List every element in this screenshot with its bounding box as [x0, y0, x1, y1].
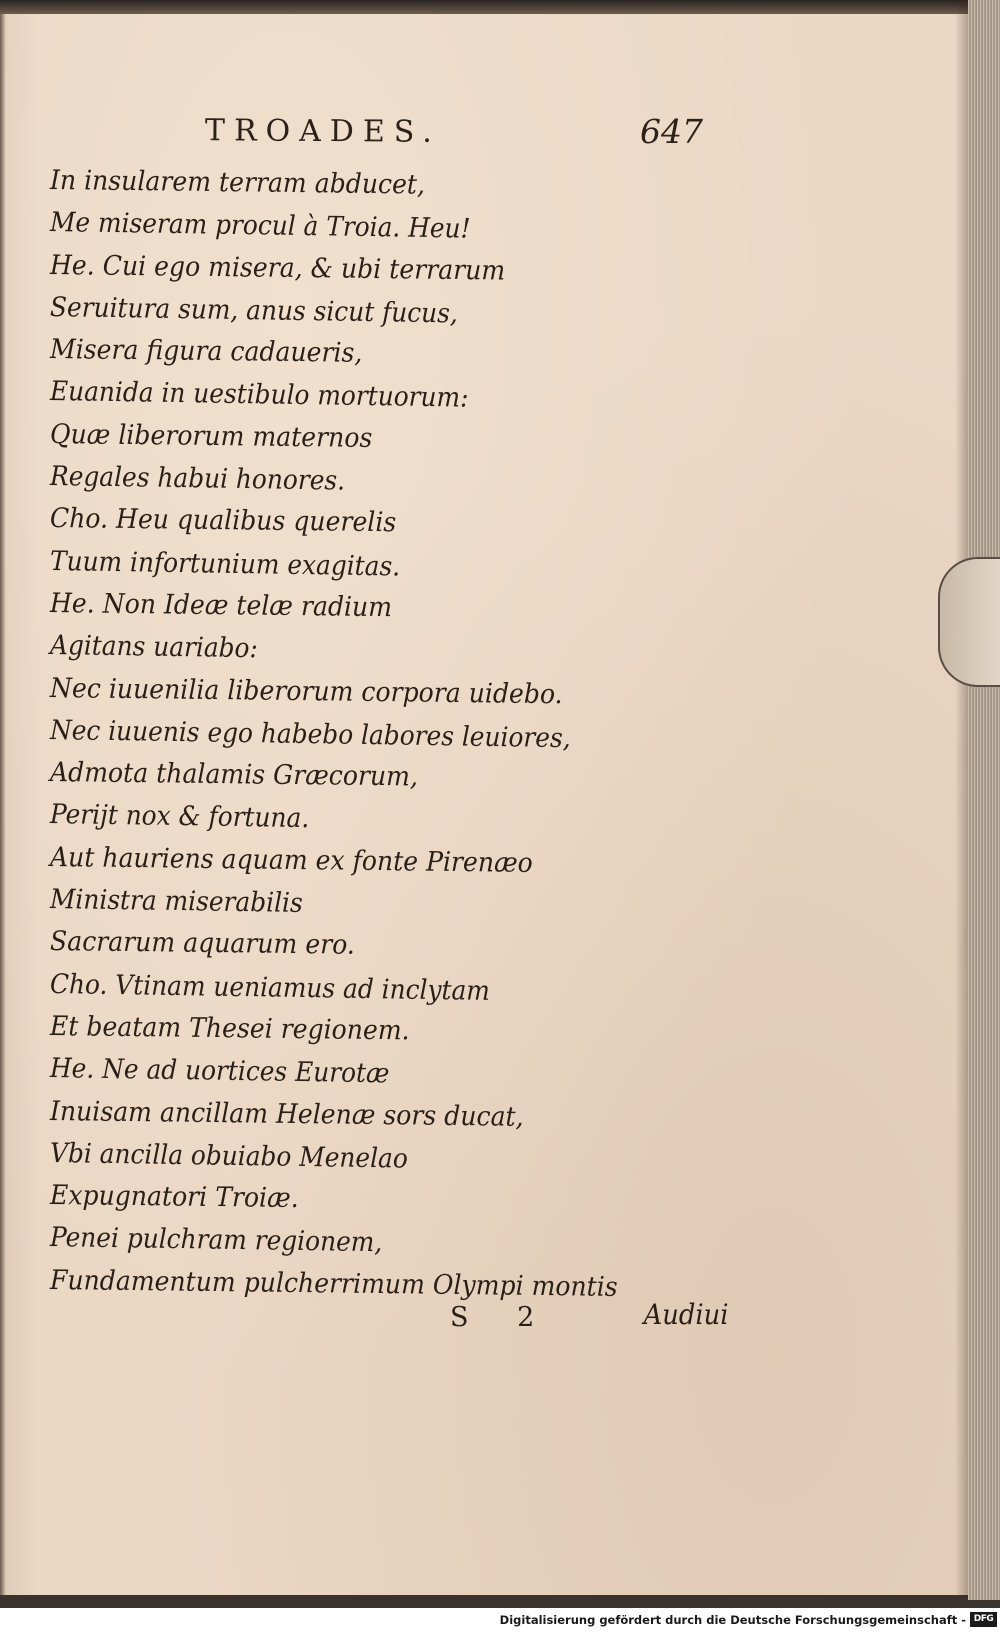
verse-line: He. Non Ideæ telæ radium: [49, 587, 393, 624]
verse-line: Seruitura sum, anus sicut fucus,: [49, 291, 459, 330]
verse-line: Agitans uariabo:: [49, 630, 259, 665]
verse-line: Fundamentum pulcherrimum Olympi montis: [49, 1264, 618, 1303]
verse-line: Nec iuuenilia liberorum corpora uidebo.: [49, 672, 563, 710]
page-edge-shadow: [955, 0, 969, 1598]
verse-line: Cho. Vtinam ueniamus ad inclytam: [49, 968, 491, 1007]
verse-line: Nec iuuenis ego habebo labores leuiores,: [49, 714, 571, 755]
running-head: TROADES.: [204, 113, 441, 150]
footer-credit-text: Digitalisierung gefördert durch die Deutsche Forschungsgemeinschaft -: [499, 1613, 966, 1627]
verse-line: Expugnatori Troiæ.: [49, 1180, 299, 1215]
verse-line: Admota thalamis Græcorum,: [49, 757, 419, 793]
verse-line: He. Ne ad uortices Eurotæ: [49, 1053, 390, 1090]
catchword: Audiui: [643, 1298, 729, 1331]
page-number: 647: [640, 112, 703, 151]
verse-text: [50, 160, 690, 1302]
verse-line: Misera figura cadaueris,: [49, 334, 363, 370]
dfg-logo: DFG: [970, 1612, 997, 1627]
verse-line: Perijt nox & fortuna.: [49, 799, 310, 835]
page-left-edge: [0, 0, 6, 1595]
verse-line: Ministra miserabilis: [49, 884, 303, 920]
verse-line: He. Cui ego misera, & ubi terrarum: [49, 249, 506, 287]
book-page-edges: [968, 0, 1000, 1600]
book-clasp-tab: [938, 557, 1000, 687]
verse-line: Et beatam Thesei regionem.: [49, 1010, 410, 1047]
verse-line: Euanida in uestibulo mortuorum:: [49, 376, 469, 415]
verse-line: Aut hauriens aquam ex fonte Pirenæo: [49, 841, 533, 879]
page-top-edge: [0, 0, 1000, 14]
verse-line: Sacrarum aquarum ero.: [49, 926, 356, 962]
verse-line: In insularem terram abducet,: [49, 165, 426, 201]
verse-line: Tuum infortunium exagitas.: [49, 545, 401, 583]
verse-line: Cho. Heu qualibus querelis: [49, 503, 397, 539]
verse-line: Inuisam ancillam Helenæ sors ducat,: [49, 1095, 524, 1133]
signature-mark: S 2: [450, 1302, 555, 1333]
verse-line: Penei pulchram regionem,: [49, 1222, 383, 1259]
verse-line: Vbi ancilla obuiabo Menelao: [49, 1137, 409, 1175]
verse-line: Me miseram procul à Troia. Heu!: [49, 207, 471, 245]
verse-line: Quæ liberorum maternos: [49, 418, 373, 454]
digitization-footer: [0, 1608, 1000, 1635]
verse-line: Regales habui honores.: [49, 461, 346, 497]
